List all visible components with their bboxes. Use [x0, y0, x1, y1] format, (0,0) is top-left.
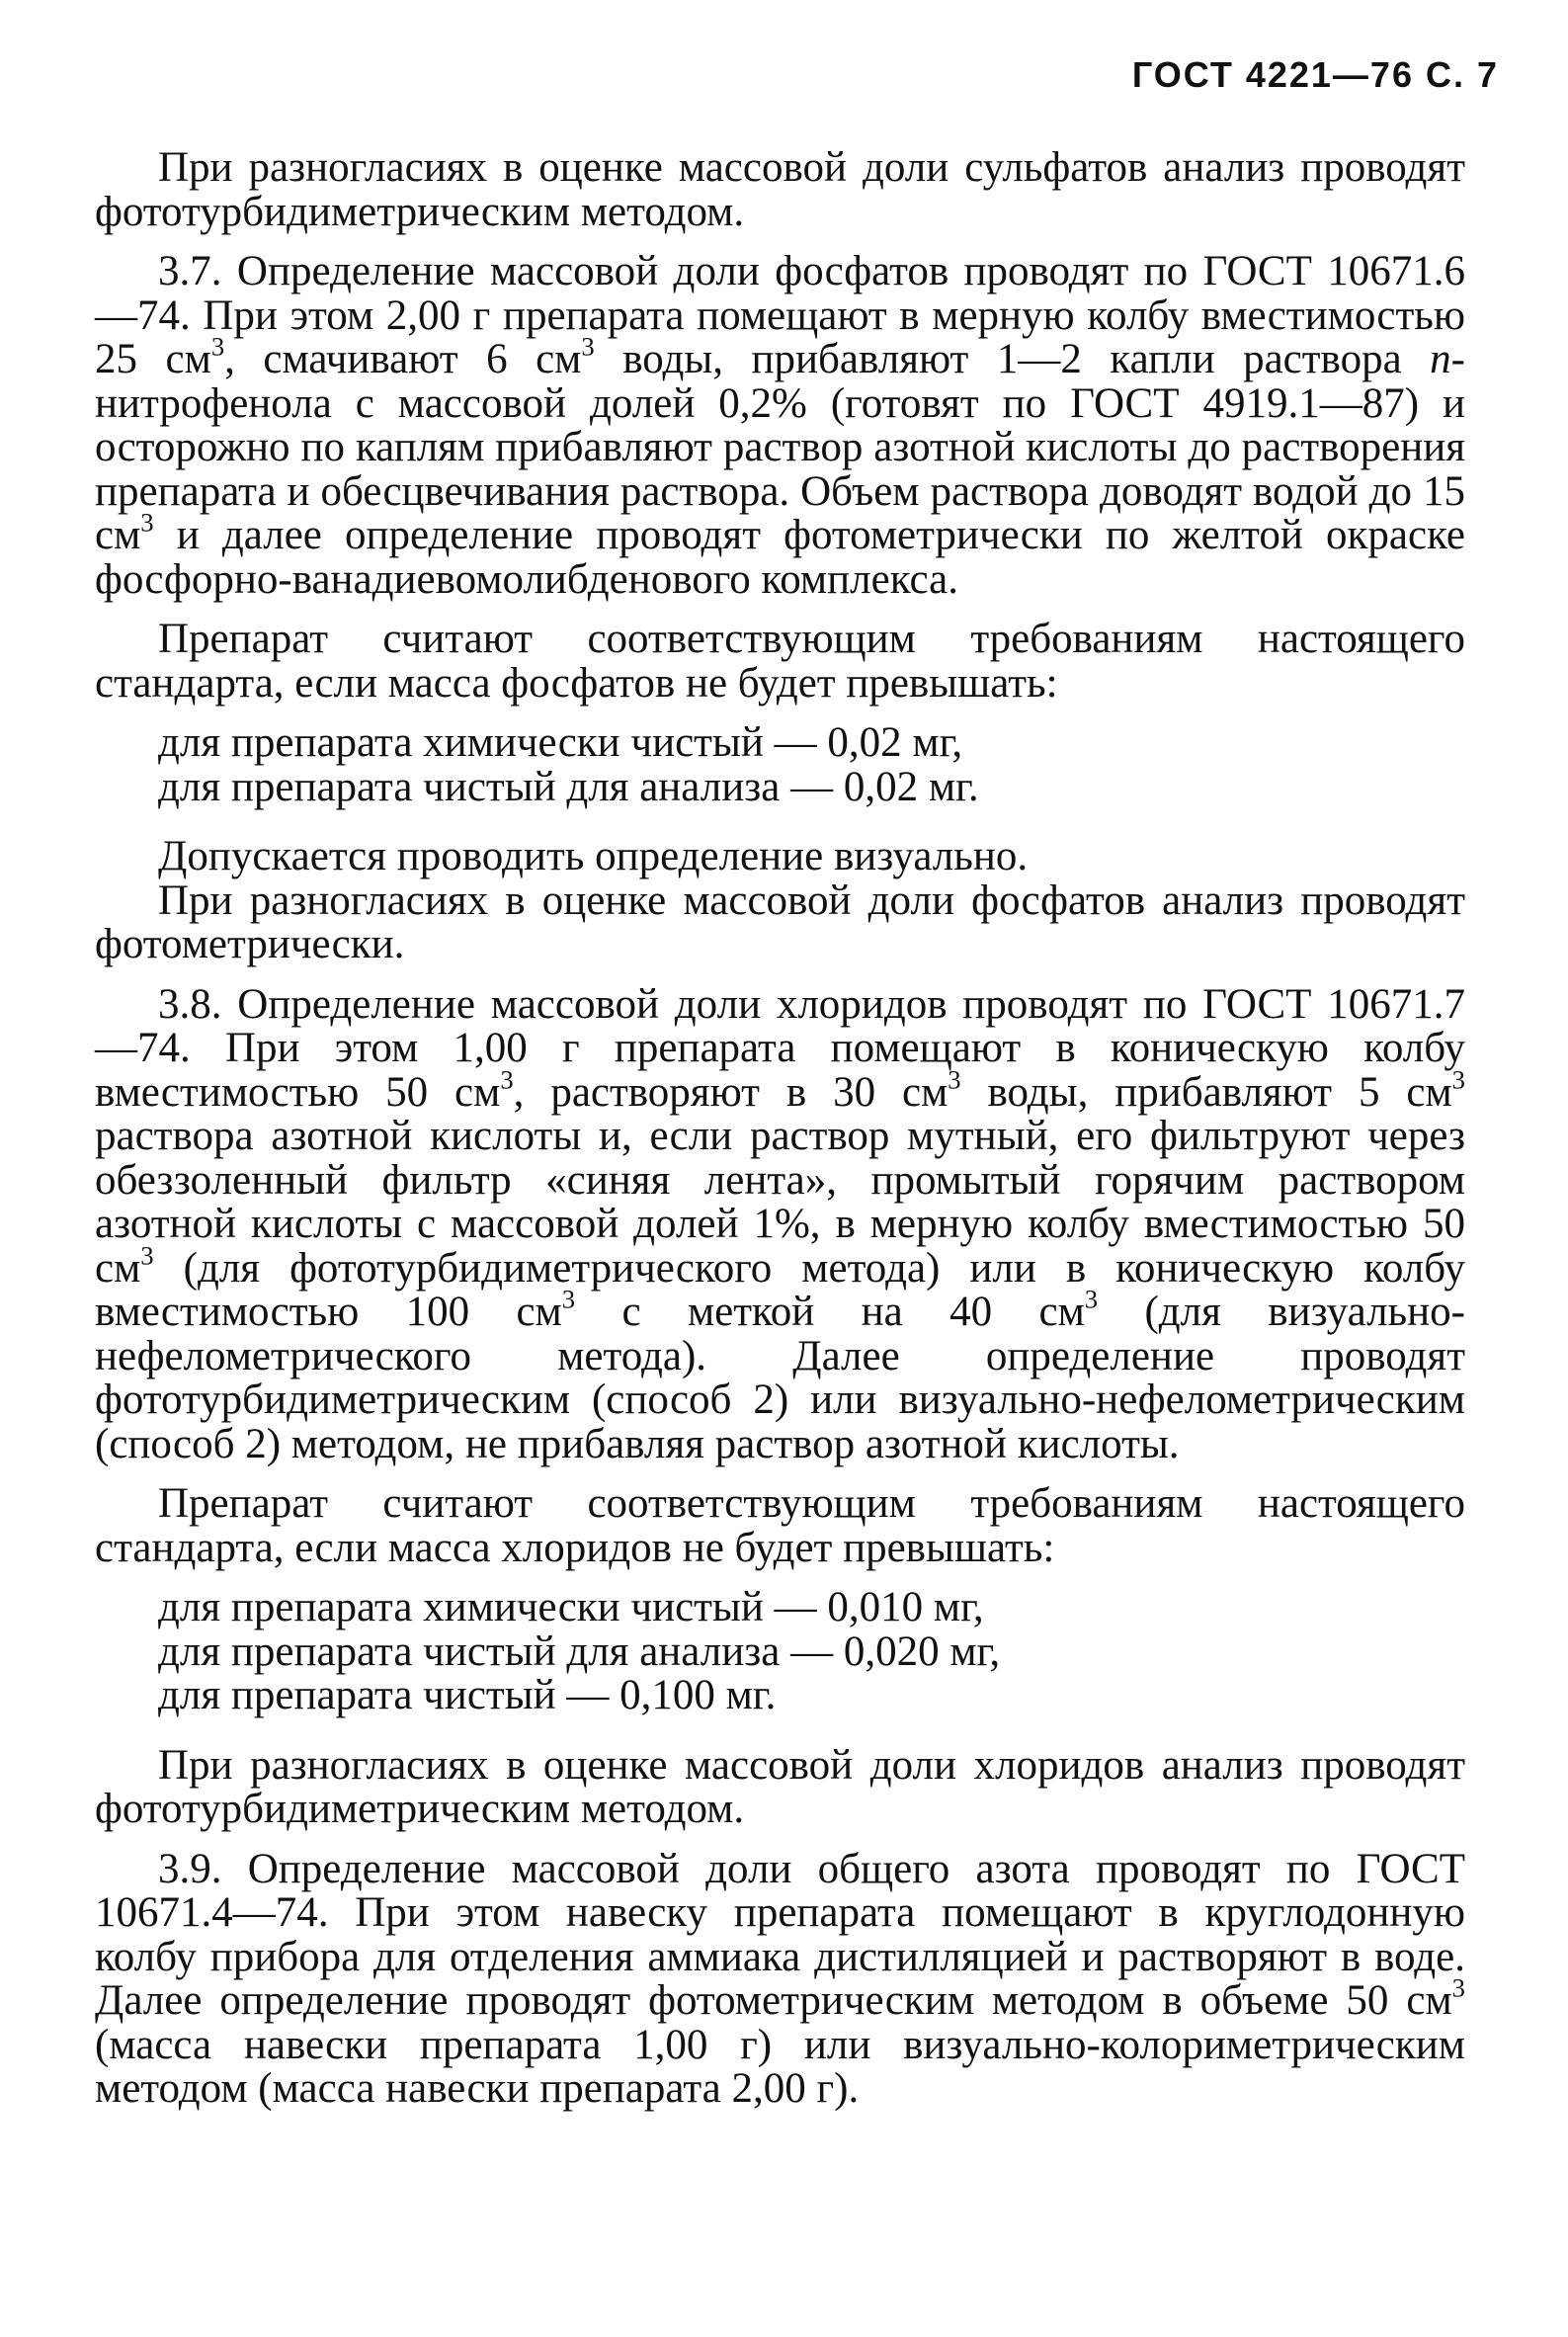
- superscript: 3: [1451, 1972, 1465, 2003]
- chloride-limits-list: [158, 1586, 1465, 1718]
- paragraph-text: При разногласиях в оценке массовой доли хлоридов анализ проводят фототурбидиметрическим методом.: [95, 1741, 1465, 1832]
- paragraph-text: Допускается проводить определение визуально.: [158, 833, 1029, 879]
- text-run: воды, прибавляют 1—2 капли раствора: [594, 336, 1431, 382]
- paragraph-chloride-requirement: [95, 1482, 1465, 1570]
- superscript: 3: [140, 507, 154, 538]
- phosphate-limits-list: [158, 721, 1465, 809]
- text-run: (для фототурбидиметрического метода) или в коническую колбу вместимостью 100 см: [95, 1244, 1465, 1335]
- running-header: ГОСТ 4221—76 С. 7: [1131, 54, 1499, 95]
- text-run: раствора азотной кислоты и, если раствор мутный, его фильтруют через обеззоленный фильтр «синяя лента», промытый горячим раствором азотной кислоты с массовой долей 1%, в мерную колбу вместимостью 50 см: [95, 1113, 1465, 1292]
- paragraph-text: Препарат считают соответствующим требованиям настоящего стандарта, если масса хлоридов не будет превышать:: [95, 1480, 1465, 1571]
- superscript: 3: [140, 1240, 154, 1271]
- paragraph-phosphate-dispute: [95, 876, 1465, 967]
- list-item: для препарата чистый для анализа — 0,02 мг.: [158, 763, 979, 810]
- text-run: 3.7. Определение массовой доли фосфатов проводят по ГОСТ 10671.6—74. При этом 2,00 г препарата помещают в мерную колбу вместимостью 25 см: [95, 248, 1465, 382]
- list-item: для препарата чистый — 0,100 мг.: [158, 1672, 777, 1718]
- list-item: для препарата химически чистый — 0,010 мг,: [158, 1584, 984, 1630]
- superscript: 3: [1084, 1284, 1099, 1314]
- paragraph-chloride-dispute: [95, 1741, 1465, 1832]
- paragraph-text: При разногласиях в оценке массовой доли сульфатов анализ проводят фототурбидиметрическим методом.: [95, 144, 1465, 235]
- paragraph-text: Препарат считают соответствующим требованиям настоящего стандарта, если масса фосфатов не будет превышать:: [95, 616, 1465, 707]
- text-run: , смачивают 6 см: [224, 336, 582, 382]
- text-run: воды, прибавляют 5 см: [960, 1068, 1452, 1116]
- text-run: (для визуально-нефелометрического метода). Далее определение проводят фототурбидиметрическим (способ 2) или визуально-нефелометрическим (способ 2) методом, не прибавляя раствор азотной кислоты.: [95, 1289, 1465, 1467]
- text-run: 3.9. Определение массовой доли общего азота проводят по ГОСТ 10671.4—74. При этом навеску препарата помещают в круглодонную колбу прибора для отделения аммиака дистилляцией и растворяют в воде. Далее определение проводят фотометрическим методом в объеме 50 см: [95, 1845, 1465, 2024]
- paragraph-3-7: [95, 250, 1465, 602]
- paragraph-visual-allowed: [95, 835, 1465, 879]
- text-run: , растворяют в 30 см: [513, 1068, 949, 1116]
- text-run: с меткой на 40 см: [575, 1289, 1085, 1335]
- paragraph-sulfate-dispute: [95, 146, 1465, 234]
- italic-prefix: п: [1430, 336, 1451, 382]
- paragraph-phosphate-requirement: [95, 618, 1465, 706]
- superscript: 3: [581, 331, 595, 362]
- text-run: 3.8. Определение массовой доли хлоридов проводят по ГОСТ 10671.7—74. При этом 1,00 г препарата помещают в коническую колбу вместимостью 50 см: [95, 980, 1465, 1116]
- superscript: 3: [1451, 1064, 1465, 1095]
- paragraph-3-8: [95, 980, 1465, 1467]
- text-run: и далее определение проводят фотометрически по желтой окраске фосфорно-ванадиевомолибденового комплекса.: [95, 512, 1465, 603]
- list-item: для препарата химически чистый — 0,02 мг,: [158, 719, 963, 766]
- text-run: -нитрофенола с массовой долей 0,2% (готовят по ГОСТ 4919.1—87) и осторожно по каплям прибавляют раствор азотной кислоты до растворения препарата и обесцвечивания раствора. Объем раствора доводят водой до 15 см: [95, 336, 1465, 558]
- text-run: (масса навески препарата 1,00 г) или визуально-колориметрическим методом (масса навески препарата 2,00 г).: [95, 2021, 1465, 2112]
- superscript: 3: [500, 1064, 514, 1095]
- paragraph-text: При разногласиях в оценке массовой доли фосфатов анализ проводят фотометрически.: [95, 876, 1465, 967]
- body-text: [95, 146, 1465, 2112]
- superscript: 3: [561, 1284, 576, 1314]
- paragraph-3-9: [95, 1845, 1465, 2112]
- superscript: 3: [948, 1064, 961, 1095]
- list-item: для препарата чистый для анализа — 0,020 мг,: [158, 1628, 1001, 1675]
- superscript: 3: [210, 331, 225, 362]
